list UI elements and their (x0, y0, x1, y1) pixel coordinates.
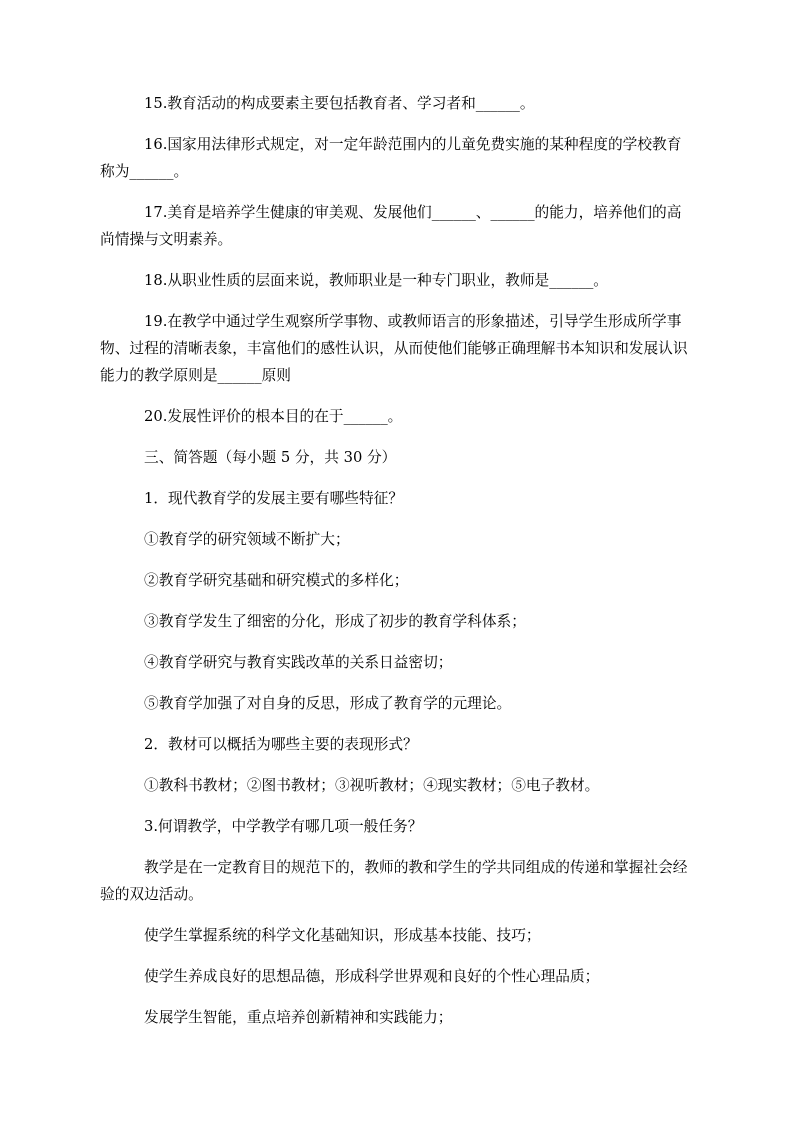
question-18: 18.从职业性质的层面来说，教师职业是一种专门职业，教师是______。 (144, 272, 608, 289)
q3-answer-task-1: 使学生掌握系统的科学文化基础知识，形成基本技能、技巧； (144, 927, 541, 944)
short-answer-question-2: 2．教材可以概括为哪些主要的表现形式？ (144, 736, 418, 753)
q1-answer-point-2: ②教育学研究基础和研究模式的多样化； (144, 572, 409, 589)
document-body (100, 90, 696, 1045)
q1-answer-point-1: ①教育学的研究领域不断扩大； (144, 531, 350, 548)
question-17: 17.美育是培养学生健康的审美观、发展他们______、______的能力，培养他们的高尚情操与文明素养。 (100, 204, 682, 248)
section-title: 三、简答题（每小题 5 分，共 30 分） (144, 449, 397, 466)
question-16: 16.国家用法律形式规定，对一定年龄范围内的儿童免费实施的某种程度的学校教育称为______。 (100, 136, 682, 180)
question-20: 20.发展性评价的根本目的在于______。 (144, 408, 403, 425)
short-answer-question-3: 3.何谓教学，中学教学有哪几项一般任务？ (144, 818, 423, 835)
q3-answer-definition: 教学是在一定教育目的规范下的，教师的教和学生的学共同组成的传递和掌握社会经验的双边活动。 (100, 859, 688, 903)
question-15: 15.教育活动的构成要素主要包括教育者、学习者和______。 (144, 95, 535, 112)
question-19: 19.在教学中通过学生观察所学事物、或教师语言的形象描述，引导学生形成所学事物、过程的清晰表象，丰富他们的感性认识，从而使他们能够正确理解书本知识和发展认识能力的教学原则是______原则 (100, 313, 688, 384)
q3-answer-task-2: 使学生养成良好的思想品德，形成科学世界观和良好的个性心理品质； (144, 968, 600, 985)
q2-answer-line: ①教科书教材；②图书教材；③视听教材；④现实教材；⑤电子教材。 (144, 777, 600, 794)
q1-answer-point-3: ③教育学发生了细密的分化，形成了初步的教育学科体系； (144, 613, 526, 630)
q1-answer-point-4: ④教育学研究与教育实践改革的关系日益密切； (144, 654, 453, 671)
q3-answer-task-3: 发展学生智能，重点培养创新精神和实践能力； (144, 1009, 453, 1026)
q1-answer-point-5: ⑤教育学加强了对自身的反思，形成了教育学的元理论。 (144, 695, 512, 712)
short-answer-question-1: 1．现代教育学的发展主要有哪些特征？ (144, 490, 404, 507)
